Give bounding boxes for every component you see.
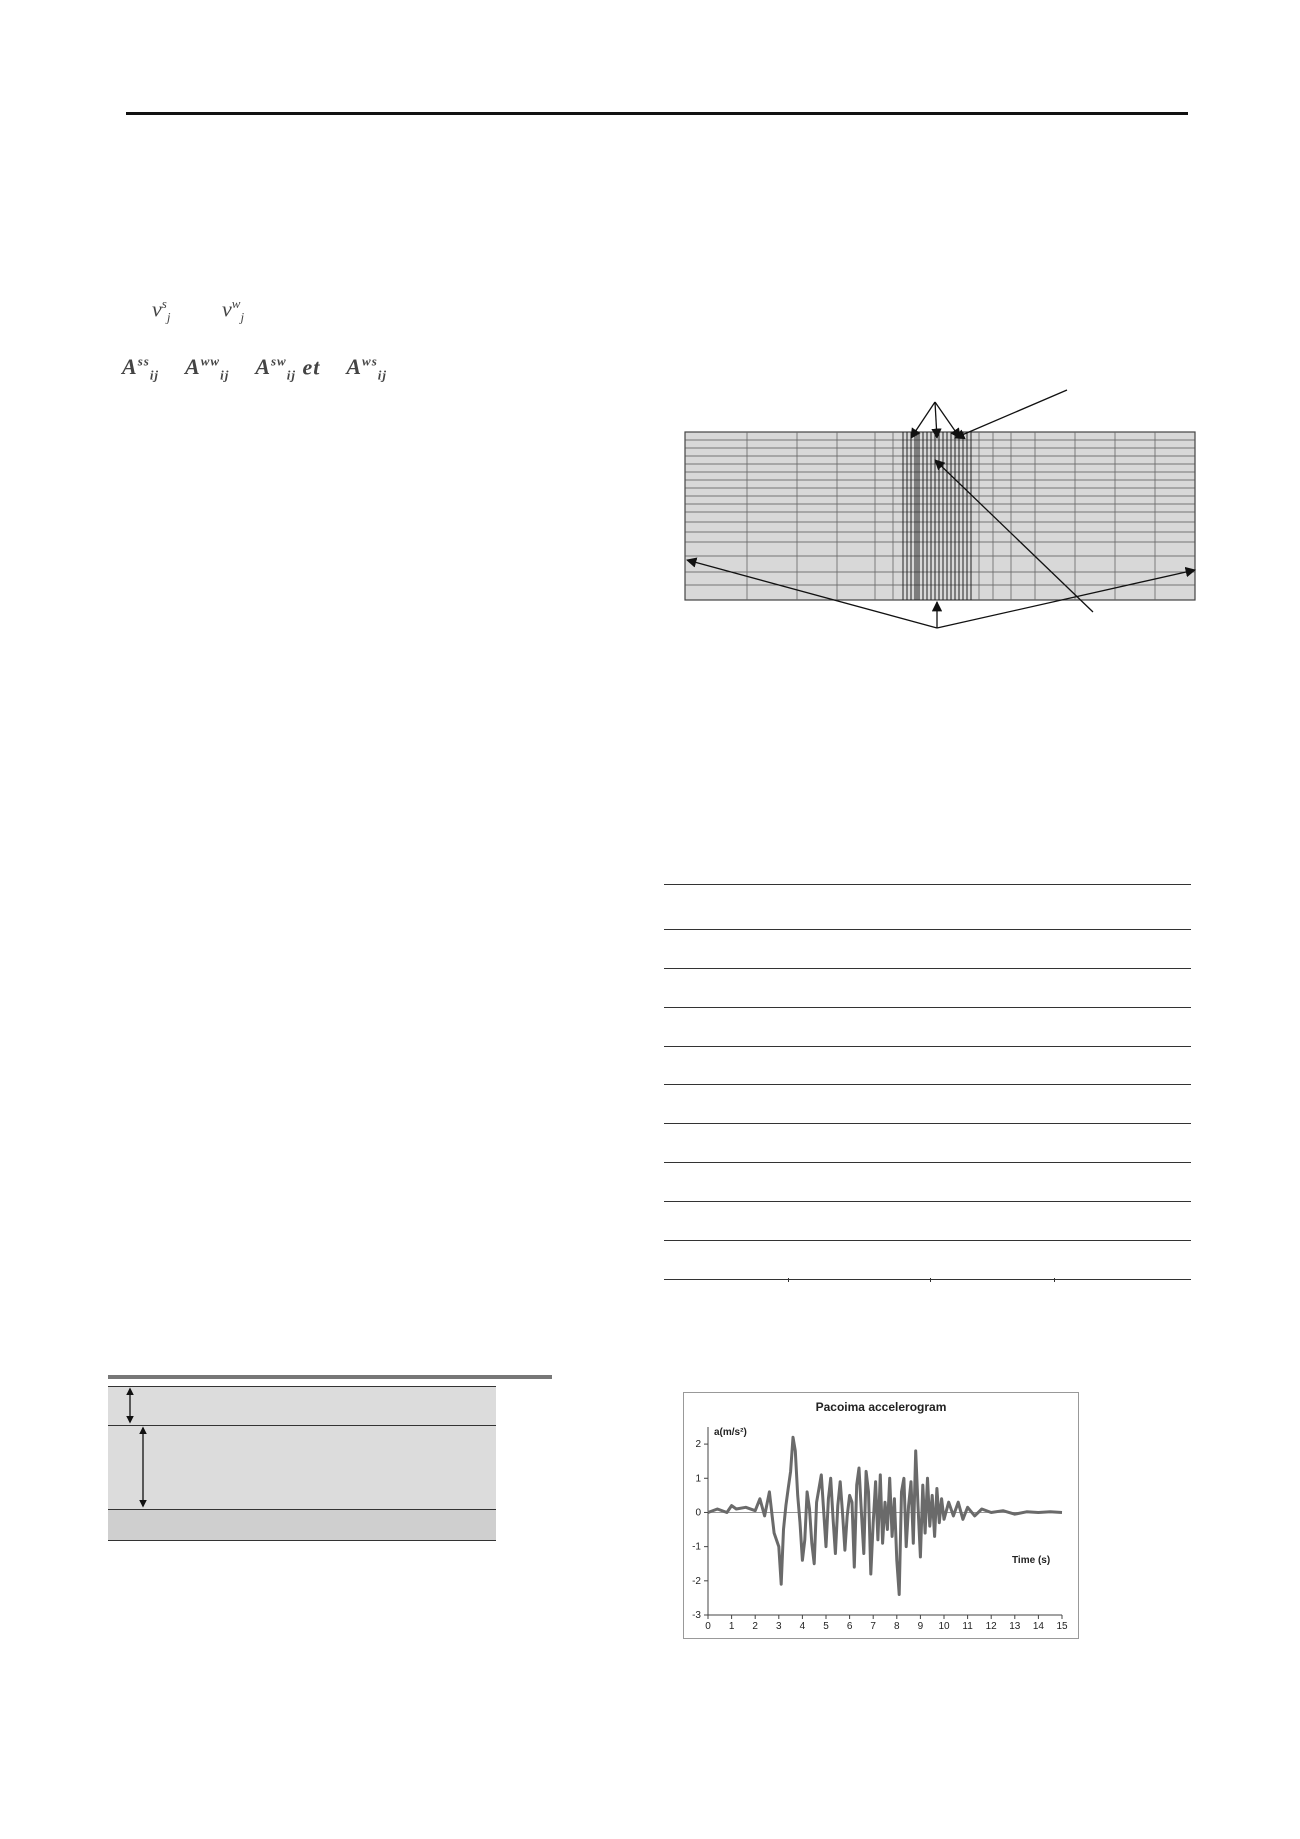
table-rule <box>664 1084 1191 1085</box>
a-ss: $A^{ss}_{ij}$ <box>122 354 160 383</box>
x-tick-label: 0 <box>705 1621 711 1632</box>
pointer-top-right <box>955 390 1067 438</box>
table-rule <box>664 1123 1191 1124</box>
a-sw: $A^{sw}_{ij}$ <box>255 354 296 383</box>
x-tick-label: 10 <box>938 1621 950 1632</box>
chart-title: Pacoima accelerogram <box>815 1400 947 1414</box>
table-rules <box>664 884 1191 1280</box>
chart-ticks <box>692 1439 1068 1632</box>
table-rule <box>664 884 1191 885</box>
table-rule <box>664 968 1191 969</box>
table-rule <box>664 1240 1191 1241</box>
depth-arrows <box>108 1375 552 1550</box>
table-rule <box>664 1007 1191 1008</box>
x-tick-label: 2 <box>752 1621 758 1632</box>
formula-v-s: $v^s_j$ <box>152 296 171 325</box>
header-rule <box>126 112 1188 115</box>
y-tick-label: -3 <box>692 1610 701 1621</box>
x-axis-label: Time (s) <box>1012 1555 1051 1566</box>
x-tick-label: 9 <box>917 1621 924 1632</box>
series-line <box>708 1437 1062 1594</box>
formula-v-w: $v^w_j$ <box>222 296 245 325</box>
table-tick <box>788 1278 789 1282</box>
x-tick-label: 14 <box>1032 1621 1044 1632</box>
table-rule <box>664 1201 1191 1202</box>
x-tick-label: 7 <box>870 1621 876 1632</box>
x-tick-label: 15 <box>1056 1621 1068 1632</box>
x-tick-label: 13 <box>1009 1621 1021 1632</box>
y-axis-label: a(m/s²) <box>714 1427 747 1438</box>
table-rule <box>664 1279 1191 1280</box>
table-rule <box>664 929 1191 930</box>
formula-a-terms <box>122 354 387 384</box>
conjunction: et <box>302 354 321 380</box>
x-tick-label: 8 <box>894 1621 900 1632</box>
x-tick-label: 12 <box>985 1621 997 1632</box>
table-rule <box>664 1162 1191 1163</box>
y-tick-label: -2 <box>692 1575 701 1587</box>
mesh-domain <box>685 432 1195 600</box>
x-tick-label: 6 <box>846 1621 853 1632</box>
a-ws: $A^{ws}_{ij}$ <box>346 354 388 383</box>
y-tick-label: -1 <box>692 1541 701 1553</box>
x-tick-label: 1 <box>728 1621 735 1632</box>
table-rule <box>664 1046 1191 1047</box>
accelerogram-chart <box>683 1392 1079 1639</box>
x-tick-label: 11 <box>962 1621 973 1632</box>
x-tick-label: 4 <box>799 1621 806 1632</box>
y-tick-label: 1 <box>695 1473 701 1485</box>
x-tick-label: 5 <box>823 1621 829 1632</box>
table-tick <box>930 1278 931 1282</box>
accelerogram-svg <box>684 1393 1078 1638</box>
a-ww: $A^{ww}_{ij}$ <box>185 354 230 383</box>
mesh-figure <box>675 380 1215 640</box>
x-tick-label: 3 <box>776 1621 782 1632</box>
y-tick-label: 2 <box>695 1439 701 1451</box>
table-tick <box>1054 1278 1055 1282</box>
y-tick-label: 0 <box>695 1507 701 1519</box>
soil-profile-figure <box>108 1375 552 1550</box>
